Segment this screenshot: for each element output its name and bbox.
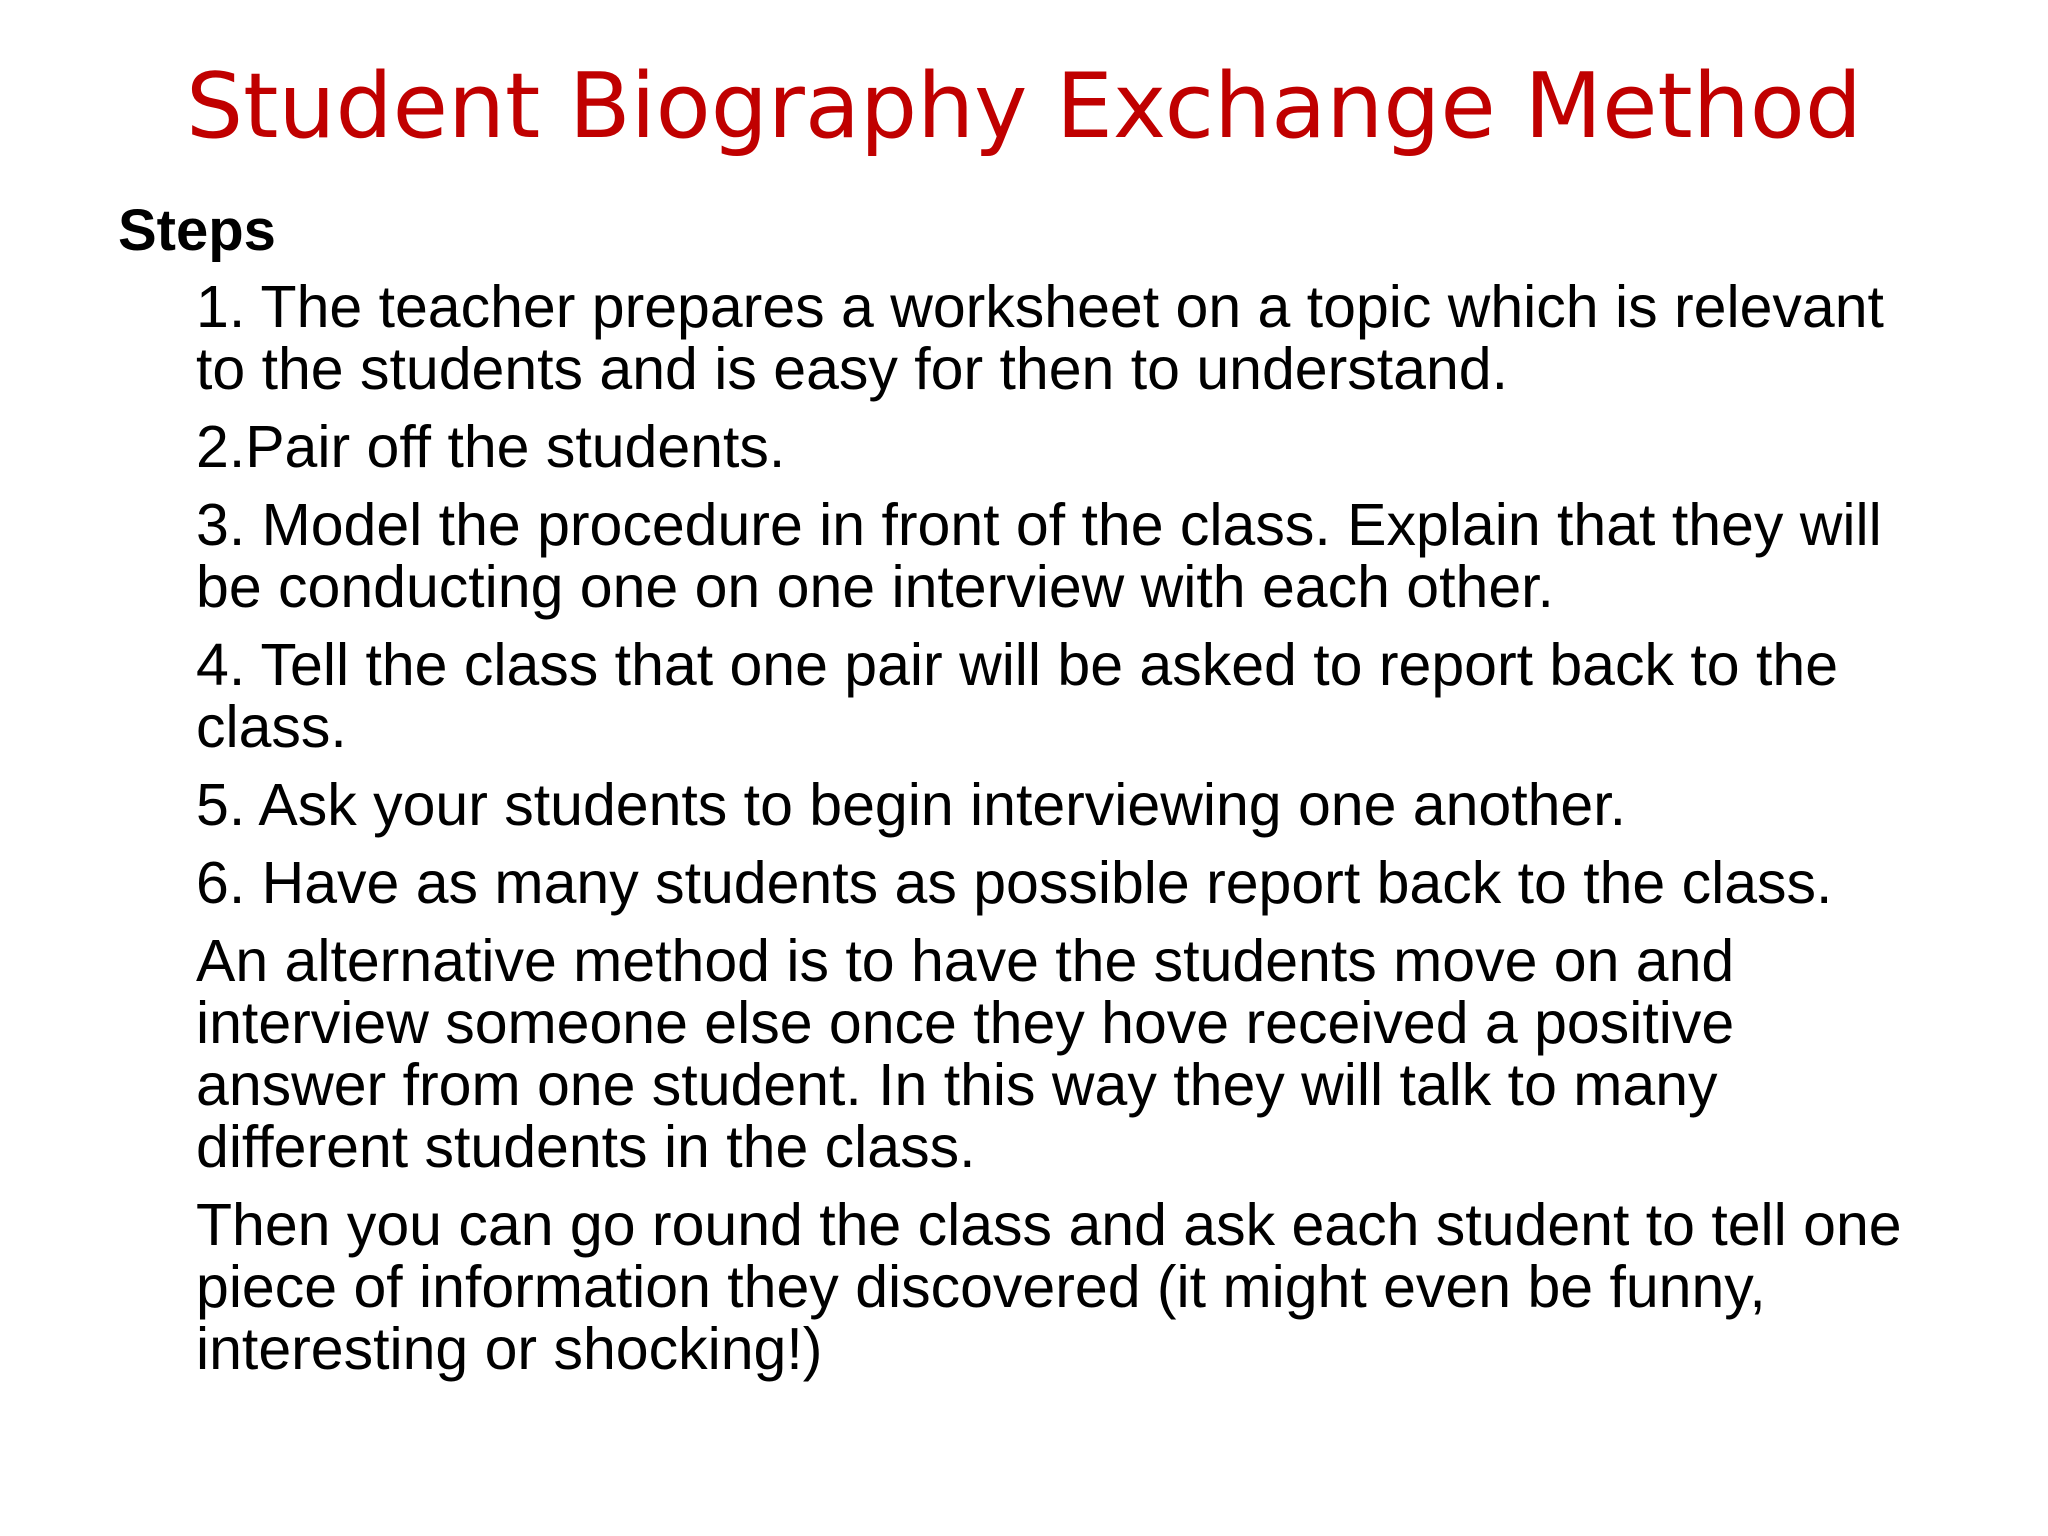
step-item-4: 4. Tell the class that one pair will be asked to report back to the class.: [196, 632, 1839, 760]
step-item-2: 2.Pair off the students.: [196, 414, 786, 480]
alternative-method-paragraph: An alternative method is to have the students move on and interview someone else once they hove received a positive answer from one student. In this way they will talk to many different students in the class.: [196, 928, 1735, 1180]
step-item-3: 3. Model the procedure in front of the class. Explain that they will be conducting one on one interview with each other.: [196, 492, 1882, 620]
step-item-6: 6. Have as many students as possible report back to the class.: [196, 850, 1833, 916]
closing-paragraph: Then you can go round the class and ask each student to tell one piece of information they discovered (it might even be funny, interesting or shocking!): [196, 1192, 1902, 1382]
steps-heading: Steps: [118, 198, 276, 263]
slide-title: Student Biography Exchange Method: [186, 54, 1862, 159]
step-item-1: 1. The teacher prepares a worksheet on a topic which is relevant to the students and is easy for then to understand.: [196, 274, 1884, 402]
step-item-5: 5. Ask your students to begin interviewing one another.: [196, 772, 1627, 838]
steps-list: [196, 276, 1916, 1396]
